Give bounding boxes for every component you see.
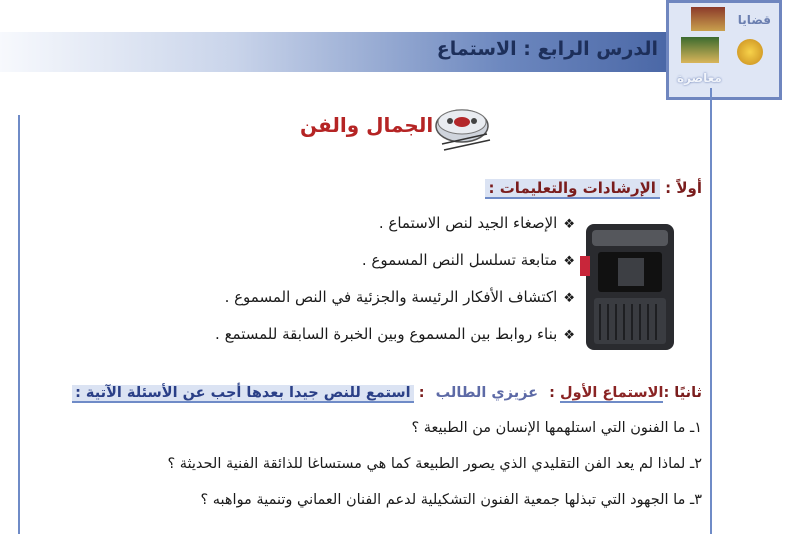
cassette-recorder-image bbox=[580, 222, 680, 352]
question-item: ٢ـ لماذا لم يعد الفن التقليدي الذي يصور الطبيعة كما هي مستساغا للذائقة الفنية الحديثة ؟ bbox=[167, 456, 702, 472]
question-item: ١ـ ما الفنون التي استلهمها الإنسان من الطبيعة ؟ bbox=[411, 420, 702, 436]
bullet-icon: ❖ bbox=[563, 328, 575, 343]
section-first-listening-heading bbox=[72, 385, 702, 401]
badge-image-bottom bbox=[681, 37, 719, 63]
badge-label-bottom: معاصرة bbox=[677, 71, 722, 85]
section2-highlight: الاستماع الأول bbox=[560, 385, 664, 401]
badge-label-top: قضايا bbox=[737, 13, 771, 27]
bullet-icon: ❖ bbox=[563, 254, 575, 269]
list-item bbox=[215, 251, 575, 288]
page-border-left bbox=[18, 115, 20, 534]
bullet-icon: ❖ bbox=[563, 291, 575, 306]
lesson-subtitle: الجمال والفن bbox=[300, 113, 434, 137]
unit-badge bbox=[666, 0, 782, 100]
list-item-text: بناء روابط بين المسموع وبين الخبرة السابقة للمستمع . bbox=[215, 325, 558, 343]
section2-instruction: استمع للنص جيدا بعدها أجب عن الأسئلة الآتية : bbox=[72, 385, 414, 403]
instructions-list bbox=[215, 214, 575, 362]
section-instructions-heading bbox=[485, 179, 702, 197]
list-item-text: متابعة تسلسل النص المسموع . bbox=[361, 251, 558, 269]
lesson-title: الدرس الرابع : الاستماع bbox=[436, 38, 658, 60]
sun-icon bbox=[737, 39, 763, 65]
list-item bbox=[215, 325, 575, 362]
question-item: ٣ـ ما الجهود التي تبذلها جمعية الفنون التشكيلية لدعم الفنان العماني وتنمية مواهبه ؟ bbox=[200, 492, 702, 508]
list-item bbox=[215, 288, 575, 325]
questions-list bbox=[167, 420, 702, 528]
badge-image-top bbox=[691, 7, 725, 31]
section2-address: عزيزي الطالب bbox=[435, 385, 539, 401]
list-item-text: الإصغاء الجيد لنص الاستماع . bbox=[378, 214, 558, 232]
page-border-right bbox=[710, 88, 712, 534]
section2-separator-2: : bbox=[418, 385, 425, 401]
header bbox=[0, 0, 790, 90]
tape-reel-icon bbox=[432, 104, 492, 156]
list-item-text: اكتشاف الأفكار الرئيسة والجزئية في النص المسموع . bbox=[224, 288, 558, 306]
list-item bbox=[215, 214, 575, 251]
bullet-icon: ❖ bbox=[563, 217, 575, 232]
section2-separator: : bbox=[549, 385, 555, 401]
section1-title: الإرشادات والتعليمات : bbox=[485, 179, 660, 199]
section1-label: أولاً : bbox=[665, 179, 702, 197]
section2-label: ثانيًا : bbox=[663, 385, 702, 401]
